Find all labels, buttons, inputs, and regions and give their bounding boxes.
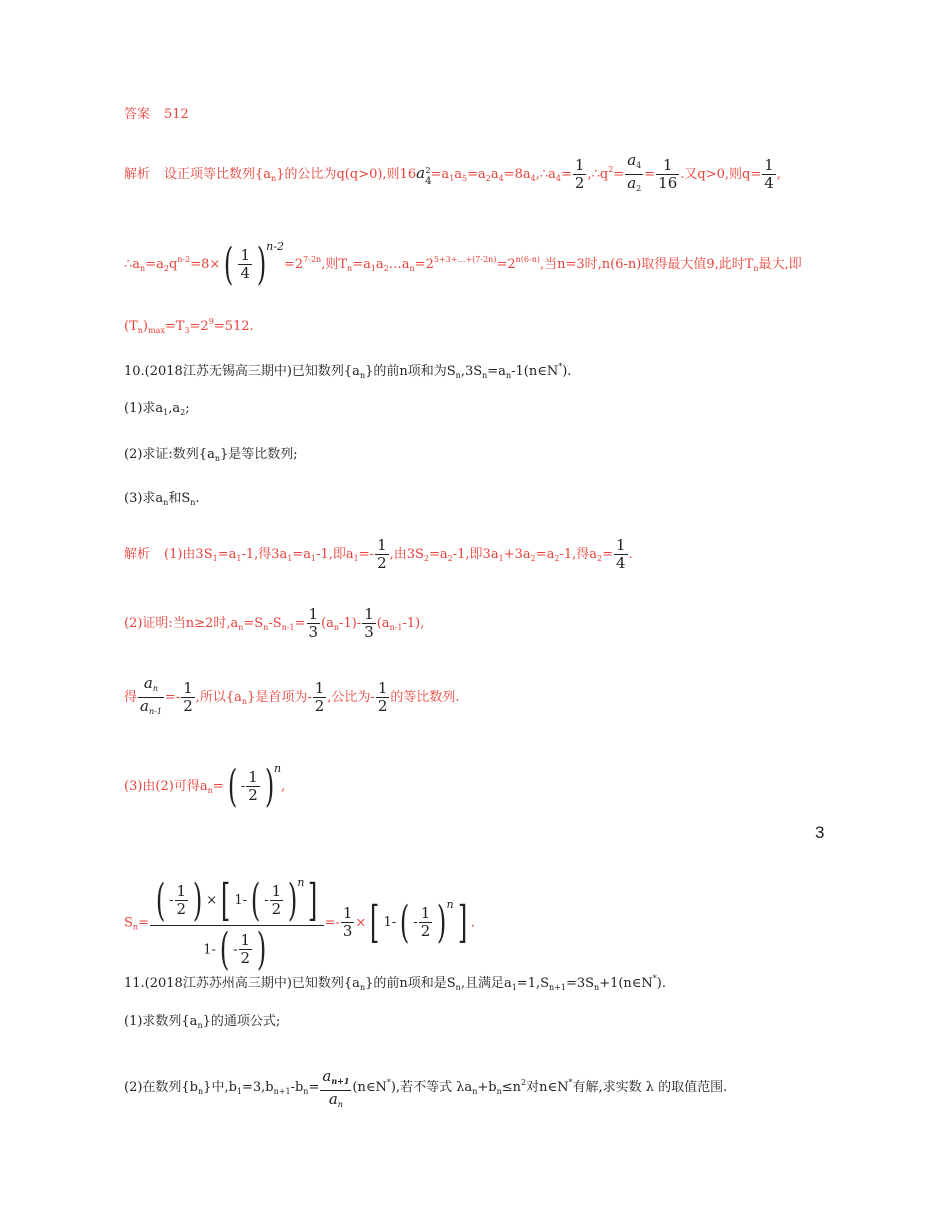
superscript: n-2 xyxy=(266,240,284,253)
var-a: a xyxy=(140,697,149,715)
text: = xyxy=(602,547,613,562)
numerator: 1 xyxy=(176,882,187,900)
fraction xyxy=(656,157,679,192)
text: }的前n项和为S xyxy=(365,364,456,379)
numerator: 1 xyxy=(377,536,387,554)
text: ,公比为- xyxy=(327,690,375,705)
denominator: 2 xyxy=(271,900,282,918)
fraction xyxy=(362,606,376,641)
right-paren: ) xyxy=(256,923,267,975)
subscript: 5 xyxy=(462,174,468,183)
subscript: n xyxy=(594,983,600,992)
right-paren: ) xyxy=(256,238,267,290)
text: (3)由(2)可得a xyxy=(124,779,208,794)
subscript: n xyxy=(137,326,143,335)
numerator: 1 xyxy=(364,605,374,623)
text: 的等比数列. xyxy=(390,690,460,705)
text: ,且满足a xyxy=(460,976,512,991)
denominator: 16 xyxy=(658,174,678,192)
subscript: n xyxy=(163,498,169,507)
fraction xyxy=(762,157,776,192)
text: 得 xyxy=(124,690,138,705)
text: ,∴a xyxy=(535,167,556,182)
subscript: 1 xyxy=(449,174,455,183)
numerator: 1 xyxy=(574,156,585,174)
denominator: 4 xyxy=(240,264,250,282)
denominator: 2 xyxy=(377,697,388,715)
text: ,则T xyxy=(321,257,348,272)
numerator: 1 xyxy=(248,768,258,786)
left-paren: ( xyxy=(219,923,230,975)
page-number: 3 xyxy=(815,823,825,842)
text: (1)求数列{a xyxy=(124,1014,198,1029)
right-paren: ) xyxy=(288,874,298,926)
subscript: 4 xyxy=(530,174,536,183)
text: (2)在数列{b xyxy=(124,1080,199,1095)
text: = xyxy=(212,779,224,794)
subscript: n xyxy=(198,1087,204,1096)
fraction xyxy=(573,157,587,192)
text: = xyxy=(613,167,625,182)
var-a: a xyxy=(322,1067,332,1085)
subscript: n xyxy=(455,983,461,992)
solution9-line3 xyxy=(124,313,254,340)
subscript: 1 xyxy=(236,1087,242,1096)
subscript: 4 xyxy=(498,174,504,183)
numerator: 1 xyxy=(420,904,431,923)
solution10-ratio xyxy=(124,675,460,720)
text: …a xyxy=(388,257,410,272)
subscript: n xyxy=(152,684,159,693)
subscript: 2 xyxy=(636,184,642,193)
denominator: 3 xyxy=(364,623,374,641)
denominator: 3 xyxy=(308,623,319,641)
solution10-sum-formula xyxy=(124,874,475,975)
superscript: * xyxy=(386,1078,391,1087)
text: (3)求a xyxy=(124,491,164,506)
text: =a xyxy=(535,547,555,562)
numerator: 1 xyxy=(240,246,250,264)
numerator: 1 xyxy=(377,679,388,697)
superscript: 2 xyxy=(520,1078,527,1087)
text: -1,得3a xyxy=(241,547,288,562)
solution9-line2 xyxy=(124,238,802,290)
superscript: * xyxy=(568,1078,573,1087)
denominator: 2 xyxy=(377,554,387,572)
minus: - xyxy=(413,915,418,931)
numerator: 1 xyxy=(308,605,319,623)
subscript: n xyxy=(303,1087,309,1096)
text: -1)- xyxy=(339,616,362,631)
subscript: 1 xyxy=(370,264,376,273)
solution10-part1 xyxy=(124,537,633,572)
text: =a xyxy=(487,364,506,379)
right-paren: ) xyxy=(192,874,203,926)
answer-label: 答案 xyxy=(124,107,151,122)
subscript: n xyxy=(753,264,759,273)
minus: - xyxy=(240,779,246,794)
text: }的前n项和是S xyxy=(365,976,456,991)
text: (1)求a xyxy=(124,401,164,416)
answer-line xyxy=(124,106,189,124)
left-paren: ( xyxy=(224,238,234,290)
subscript: n xyxy=(132,922,139,932)
solution10-part2 xyxy=(124,606,424,641)
subscript: n xyxy=(505,371,512,380)
text: ) xyxy=(142,319,148,334)
text: , xyxy=(776,167,781,182)
superscript: 5+3+…+(7-2n) xyxy=(433,255,497,264)
text: ,3S xyxy=(460,364,483,379)
text: . xyxy=(195,491,200,506)
subscript: n xyxy=(241,697,248,706)
text: =a xyxy=(429,547,448,562)
left-paren: ( xyxy=(227,760,237,812)
text: +3a xyxy=(503,547,531,562)
text: S xyxy=(124,915,133,931)
subscript: 1 xyxy=(311,554,317,563)
question11-part2 xyxy=(124,1068,727,1113)
superscript: n xyxy=(273,762,282,775)
text: 和S xyxy=(168,491,191,506)
text: ∴a xyxy=(124,257,141,272)
subscript: 4 xyxy=(636,161,642,170)
right-bracket: ] xyxy=(308,874,318,926)
text: =8a xyxy=(503,167,531,182)
denominator: 3 xyxy=(342,922,353,941)
fraction xyxy=(419,905,433,940)
superscript: n-2 xyxy=(177,255,191,264)
denominator: 2 xyxy=(574,174,585,192)
left-bracket: [ xyxy=(221,874,231,926)
fraction xyxy=(307,606,321,641)
subscript: n+1 xyxy=(273,1087,291,1096)
text: =- xyxy=(358,547,375,562)
text: (a xyxy=(321,616,334,631)
text: = xyxy=(308,1080,320,1095)
solution-label: 解析 xyxy=(124,167,151,182)
subscript: n xyxy=(271,174,277,183)
text: 设正项等比数列{a xyxy=(164,167,272,182)
text: =a xyxy=(467,167,486,182)
left-paren: ( xyxy=(250,874,261,926)
text: 最大,即 xyxy=(758,257,802,272)
numerator: 1 xyxy=(616,536,626,554)
text: ,当n=3时,n(6-n)取得最大值9,此时T xyxy=(539,257,754,272)
text: =3S xyxy=(565,976,595,991)
text: ; xyxy=(185,401,190,416)
text: =2 xyxy=(496,257,516,272)
subscript: n xyxy=(263,623,269,632)
one-minus: 1- xyxy=(203,942,216,957)
superscript: n(6-n) xyxy=(515,255,540,264)
subscript: 1 xyxy=(498,554,504,563)
subscript: n xyxy=(333,623,340,632)
denominator: 2 xyxy=(176,900,187,918)
superscript: n xyxy=(446,898,454,912)
minus: - xyxy=(233,942,238,957)
text: 11.(2018江苏苏州高三期中)已知数列{a xyxy=(124,976,360,991)
text: =- xyxy=(164,690,181,705)
solution9-line1 xyxy=(124,152,781,197)
right-bracket: ] xyxy=(457,896,467,948)
text: }的通项公式; xyxy=(202,1014,281,1029)
text: a xyxy=(375,257,384,272)
subscript: n xyxy=(482,371,488,380)
text: ,所以{a xyxy=(195,690,242,705)
text: =S xyxy=(243,616,264,631)
fraction xyxy=(625,152,643,197)
text: }是等比数列; xyxy=(219,447,298,462)
denominator: 2 xyxy=(314,697,325,715)
denominator: 2 xyxy=(183,697,193,715)
superscript: 7-2n xyxy=(303,255,322,264)
subscript: n-1 xyxy=(389,623,403,632)
text: ,∴q xyxy=(587,167,609,182)
subscript: n xyxy=(238,623,244,632)
superscript: 9 xyxy=(208,317,214,326)
text: ,由3S xyxy=(389,547,424,562)
text: =8× xyxy=(190,257,221,272)
minus: - xyxy=(264,893,269,908)
fraction xyxy=(239,932,253,967)
text: 有解,求实数 λ 的取值范围. xyxy=(572,1080,728,1095)
subscript: n xyxy=(496,1087,502,1096)
subscript: 4 xyxy=(425,176,432,187)
subscript: 2 xyxy=(180,408,186,417)
subscript: n-1 xyxy=(281,623,295,632)
text: -S xyxy=(268,616,282,631)
subscript: 2 xyxy=(554,554,560,563)
subscript: 2 xyxy=(423,554,430,563)
subscript: n xyxy=(347,264,353,273)
text: =a xyxy=(430,167,450,182)
denominator: 2 xyxy=(240,949,251,967)
text: =a xyxy=(292,547,312,562)
fraction xyxy=(138,675,164,720)
subscript: max xyxy=(147,326,165,335)
left-bracket: [ xyxy=(370,896,380,948)
text: = xyxy=(294,616,306,631)
text: -1), xyxy=(402,616,425,631)
text: 对n∈N xyxy=(526,1080,569,1095)
var-a: a xyxy=(416,164,426,182)
text: a xyxy=(454,167,463,182)
subscript: 2 xyxy=(163,264,169,273)
question10-part1 xyxy=(124,400,190,422)
solution-label: 解析 xyxy=(124,547,151,562)
denominator: 2 xyxy=(248,786,258,804)
subscript: 2 xyxy=(383,264,389,273)
one-minus: 1- xyxy=(383,915,397,931)
superscript: * xyxy=(652,974,657,983)
subscript: n xyxy=(409,264,415,273)
subscript: n xyxy=(197,1021,203,1030)
text: =3,b xyxy=(242,1080,274,1095)
subscript: 2 xyxy=(485,174,491,183)
text: ),若不等式 λa xyxy=(390,1080,473,1095)
text: =512. xyxy=(213,319,254,334)
var-a: a xyxy=(143,674,153,692)
var-a: a xyxy=(627,151,637,169)
subscript: 1 xyxy=(236,554,242,563)
text: a xyxy=(490,167,499,182)
text: ,a xyxy=(168,401,181,416)
text: . xyxy=(628,547,633,562)
fraction xyxy=(375,537,389,572)
question10-part2 xyxy=(124,446,298,468)
text: -1,即3a xyxy=(452,547,499,562)
denominator: 4 xyxy=(616,554,626,572)
text: . xyxy=(470,915,475,931)
text: +1(n∈N xyxy=(599,976,653,991)
superscript: n xyxy=(297,876,305,889)
one-minus: 1- xyxy=(234,893,248,908)
subscript: n xyxy=(337,1100,343,1109)
text: (2)求证:数列{a xyxy=(124,447,215,462)
numerator: 1 xyxy=(656,157,679,175)
numerator: 1 xyxy=(240,931,251,949)
numerator: 1 xyxy=(764,156,774,174)
superscript: 2 xyxy=(425,166,431,175)
numerator: 1 xyxy=(183,679,193,697)
fraction xyxy=(341,905,355,940)
text: (T xyxy=(124,319,138,334)
subscript: 4 xyxy=(555,174,562,183)
subscript: n xyxy=(359,983,366,992)
text: = xyxy=(561,167,572,182)
denominator: 2 xyxy=(420,922,431,941)
fraction xyxy=(175,883,189,918)
subscript: n+1 xyxy=(331,1076,350,1086)
right-paren: ) xyxy=(264,760,275,812)
text: -1,即a xyxy=(316,547,354,562)
text: -1,得a xyxy=(559,547,597,562)
text: ). xyxy=(562,364,572,379)
subscript: n xyxy=(472,1087,478,1096)
subscript: n xyxy=(190,498,196,507)
minus: - xyxy=(169,893,174,908)
fraction xyxy=(320,1068,351,1113)
text: }中,b xyxy=(203,1080,237,1095)
fraction xyxy=(376,680,390,715)
question10-stem xyxy=(124,358,571,385)
denominator: 4 xyxy=(764,174,774,192)
text: +b xyxy=(477,1080,497,1095)
text: =1,S xyxy=(516,976,549,991)
text: (n∈N xyxy=(352,1080,387,1095)
subscript: n xyxy=(214,454,220,463)
fraction xyxy=(313,680,327,715)
subscript: 2 xyxy=(447,554,453,563)
subscript: n xyxy=(455,371,461,380)
fraction xyxy=(181,680,195,715)
text: ≤n xyxy=(501,1080,521,1095)
subscript: n xyxy=(140,264,146,273)
solution10-part3 xyxy=(124,760,286,812)
text: = xyxy=(138,915,149,931)
subscript: 2 xyxy=(597,554,603,563)
subscript: 1 xyxy=(353,554,359,563)
fraction xyxy=(238,247,252,282)
subscript: 1 xyxy=(287,554,293,563)
text: (2)证明:当n≥2时,a xyxy=(124,616,239,631)
text: }的公比为q(q>0),则16 xyxy=(276,167,417,182)
question11-part1 xyxy=(124,1013,280,1035)
text: ). xyxy=(656,976,667,991)
subscript: n xyxy=(359,371,366,380)
text: -1(n∈N xyxy=(511,364,559,379)
var-a: a xyxy=(627,174,637,192)
var-a: a xyxy=(328,1090,338,1108)
numerator: 1 xyxy=(271,882,282,900)
left-paren: ( xyxy=(400,896,410,948)
subscript: 1 xyxy=(163,408,169,417)
text: =2 xyxy=(414,257,434,272)
subscript: n-1 xyxy=(148,707,162,716)
subscript: 1 xyxy=(212,554,218,563)
text: (a xyxy=(376,616,390,631)
question10-part3 xyxy=(124,490,200,512)
subscript: n xyxy=(207,786,213,795)
text: -b xyxy=(290,1080,304,1095)
superscript: * xyxy=(558,362,563,371)
subscript: n+1 xyxy=(549,983,566,992)
text: =T xyxy=(164,319,185,334)
subscript: 1 xyxy=(511,983,517,992)
numerator: 1 xyxy=(314,679,325,697)
question11-stem xyxy=(124,970,666,997)
answer-value: 512 xyxy=(164,107,189,122)
text: =2 xyxy=(189,319,209,334)
text: =a xyxy=(352,257,371,272)
text: =a xyxy=(217,547,237,562)
superscript: 2 xyxy=(608,165,614,174)
times: × xyxy=(206,893,218,908)
left-paren: ( xyxy=(155,874,166,926)
fraction xyxy=(246,769,260,804)
big-fraction xyxy=(150,874,324,975)
text: , xyxy=(281,779,286,794)
text: }是首项为- xyxy=(247,690,312,705)
fraction xyxy=(270,883,284,918)
text: =a xyxy=(145,257,164,272)
subscript: 2 xyxy=(530,554,536,563)
text: (1)由3S xyxy=(164,547,213,562)
text: × xyxy=(355,915,367,931)
text: q xyxy=(168,257,178,272)
right-paren: ) xyxy=(437,896,447,948)
subscript: 3 xyxy=(184,326,190,335)
numerator: 1 xyxy=(342,904,353,923)
text: 10.(2018江苏无锡高三期中)已知数列{a xyxy=(124,364,360,379)
text: = xyxy=(644,167,656,182)
text: =- xyxy=(324,915,340,931)
text: .又q>0,则q= xyxy=(680,167,762,182)
text: =2 xyxy=(283,257,304,272)
fraction xyxy=(614,537,628,572)
